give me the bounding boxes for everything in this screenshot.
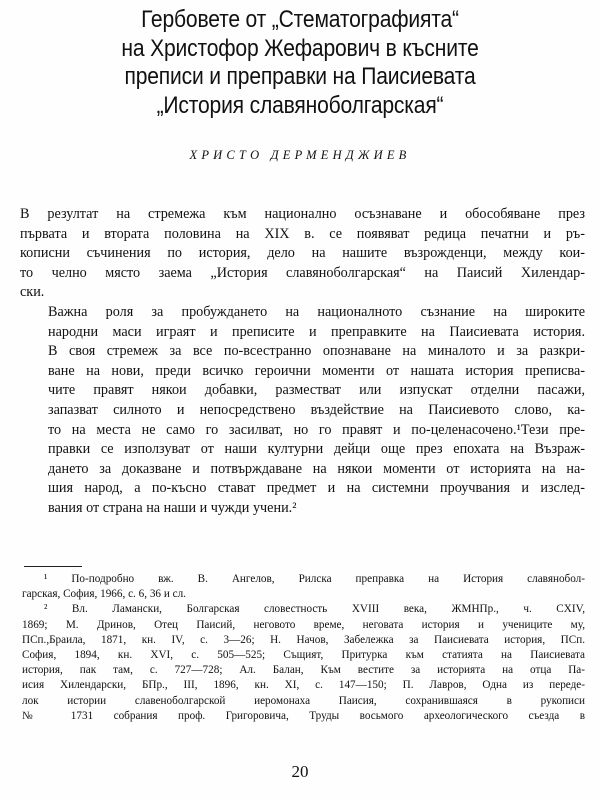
text-line: В своя стремеж за все по-всестранно опознаване на миналото и за разкри-	[48, 343, 585, 360]
title-line: Гербовете от „Стематографията“	[141, 6, 459, 33]
text-line: шия народ, а по-късно стават предмет и на системни проучвания и изслед-	[48, 480, 585, 497]
text-line: Важна роля за пробуждането на националното съзнание на широките	[48, 303, 585, 320]
text-line: народни маси играят и преписите и преправките на Паисиевата история.	[48, 323, 585, 340]
footnote-line: гарская, София, 1966, с. 6, 36 и сл.	[22, 588, 186, 601]
paragraph-1	[20, 205, 585, 303]
author-name: ХРИСТО ДЕРМЕНДЖИЕВ	[189, 148, 411, 162]
footnote-line: 1869; М. Дринов, Отец Паисий, неговото време, неговата история и учениците му,	[22, 618, 585, 631]
title-line: на Христофор Жефарович в късните	[121, 34, 479, 62]
text-line: вания от страна на наши и чужди учени.²	[48, 499, 297, 516]
text-line: чите правят някои добавки, разместват или изпускат отделни пасажи,	[48, 382, 585, 399]
text-line: ски.	[20, 284, 45, 301]
text-line: първата и втората половина на XIX в. се появяват редица печатни и ръ-	[20, 225, 585, 242]
text-line: дането за доказване и потвърждаване на някои моменти от историята на на-	[48, 460, 585, 477]
article-body	[20, 205, 585, 519]
text-line: правки се използуват от наши културни дейци още през епохата на Възраж-	[48, 441, 585, 458]
footnote-line: ПСп.,Браила, 1871, кн. IV, с. 3—26; Н. Начов, Забележка за Паисиевата история, ПСп.	[22, 633, 585, 646]
text-line: то на места не само го засилват, но го правят и по-целенасочено.¹Тези пре-	[48, 421, 585, 438]
footnote-divider	[24, 566, 82, 567]
footnote-line: исия Хилендарски, БПр., III, 1896, кн. XI, с. 147—150; П. Лавров, Одна из переде-	[22, 679, 585, 692]
footnote-line: ¹ По-подробно вж. В. Ангелов, Рилска преправка на История славянобол-	[44, 573, 585, 585]
title-line: „История славянοболгарская“	[156, 91, 444, 119]
footnote-line: история, пак там, с. 727—728; Ал. Балан, Към вестите за историята на отца Па-	[22, 664, 585, 677]
paragraph-2	[20, 303, 585, 519]
text-line: запазват силното и непосредствено въздействие на Паисиевото слово, ка-	[48, 401, 585, 418]
footnote-line: ² Вл. Ламански, Болгарская словестность XVIII века, ЖМНПр., ч. CXIV,	[44, 603, 585, 616]
footnote-line: лок истории славенoболгарской иеромонаха Паисия, сохранившаяся в рукописи	[22, 694, 585, 707]
footnote-line: София, 1894, кн. XVI, с. 505—525; Същият, Притурка към статията на Паисиевата	[22, 649, 585, 662]
text-line: ване на нови, преди всичко героични моменти от нашата история преписва-	[48, 362, 585, 379]
footnote-1	[22, 572, 585, 602]
footnote-line: № 1731 собрания проф. Григоровича, Труды восьмого археологического съезда в	[22, 709, 585, 722]
footnotes	[22, 572, 585, 724]
text-line: то челно място заема „История славяноболгарская“ на Паисий Хилендар-	[20, 264, 585, 281]
footnote-2	[22, 602, 585, 724]
article-title	[40, 6, 560, 120]
title-line: преписи и преправки на Паисиевата	[124, 63, 476, 90]
text-line: кописни съчинения по история, дело на нашите възрожденци, между кои-	[20, 245, 585, 262]
page-number: 20	[291, 762, 309, 781]
text-line: В резултат на стремежа към национално осъзнаване и обособяване през	[20, 206, 585, 222]
